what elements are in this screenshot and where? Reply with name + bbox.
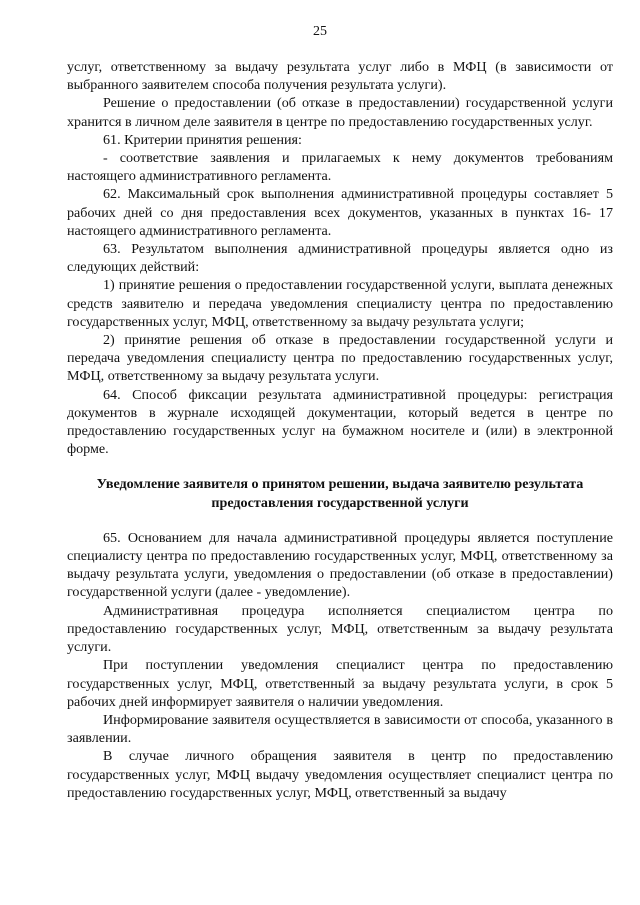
list-item: 1) принятие решения о предоставлении государственной услуги, выплата денежных средств заявителю и передача уведомления специалисту центра по предоставлению государственных услуг, МФЦ, ответственному за выдачу результата услуги; bbox=[67, 277, 613, 330]
page-number: 25 bbox=[313, 24, 327, 39]
paragraph: 63. Результатом выполнения административной процедуры является одно из следующих действий: bbox=[67, 241, 613, 276]
paragraph: услуг, ответственному за выдачу результата услуг либо в МФЦ (в зависимости от выбранного заявителем способа получения результата услуги). bbox=[67, 59, 613, 94]
paragraph: 62. Максимальный срок выполнения административной процедуры составляет 5 рабочих дней со дня предоставления всех документов, указанных в пунктах 16- 17 настоящего административного регламента. bbox=[67, 186, 613, 239]
paragraph: 65. Основанием для начала административной процедуры является поступление специалисту центра по предоставлению государственных услуг, МФЦ, ответственному за выдачу результата услуги, уведомления о предоставлении (об отказе в предоставлении) государственной услуги (далее - уведомление). bbox=[67, 529, 613, 601]
paragraph: В случае личного обращения заявителя в центр по предоставлению государственных услуг, МФЦ выдачу уведомления осуществляет специалист центра по предоставлению государственных услуг, МФЦ, ответственный за выдачу bbox=[67, 748, 613, 801]
paragraph: 64. Способ фиксации результата административной процедуры: регистрация документов в журнале исходящей документации, который ведется в центре по предоставлению государственных услуг на бумажном носителе и (или) в электронной форме. bbox=[67, 386, 613, 458]
paragraph: - соответствие заявления и прилагаемых к нему документов требованиям настоящего административного регламента. bbox=[67, 150, 613, 185]
paragraph: При поступлении уведомления специалист центра по предоставлению государственных услуг, МФЦ, ответственный за выдачу результата услуги, в срок 5 рабочих дней информирует заявителя о наличии уведомления. bbox=[67, 657, 613, 710]
section-heading: Уведомление заявителя о принятом решении, выдача заявителю результата предоставления государственной услуги bbox=[96, 476, 584, 511]
document-body bbox=[67, 58, 613, 802]
paragraph: Решение о предоставлении (об отказе в предоставлении) государственной услуги хранится в личном деле заявителя в центре по предоставлению государственных услуг. bbox=[67, 95, 613, 130]
paragraph: 61. Критерии принятия решения: bbox=[103, 131, 302, 148]
paragraph: Административная процедура исполняется специалистом центра по предоставлению государственных услуг, МФЦ, ответственным за выдачу результата услуги. bbox=[67, 602, 613, 656]
paragraph: Информирование заявителя осуществляется в зависимости от способа, указанного в заявлении. bbox=[67, 711, 613, 747]
list-item: 2) принятие решения об отказе в предоставлении государственной услуги и передача уведомления специалисту центра по предоставлению государственных услуг, МФЦ, ответственному за выдачу результата услуги. bbox=[67, 332, 613, 385]
